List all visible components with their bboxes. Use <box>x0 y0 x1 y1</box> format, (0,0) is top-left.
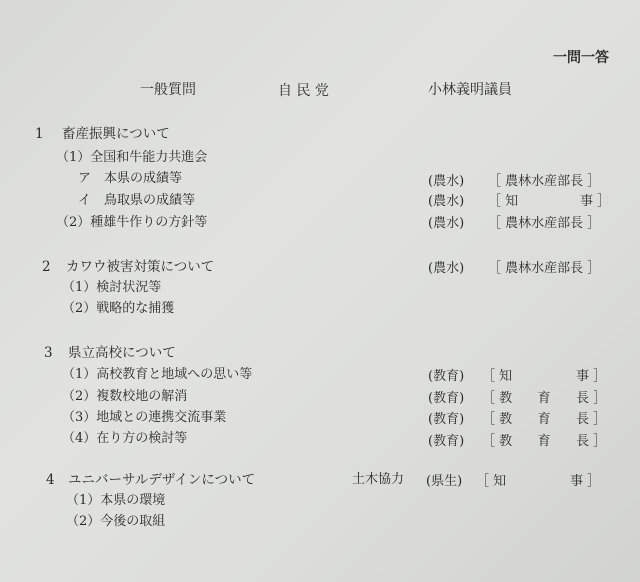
section-1-item-3-responder: ［ 知 事 ］ <box>488 194 611 209</box>
section-1-item-2-dept: (農水) <box>428 174 465 189</box>
section-3-item-1: （1）高校教育と地域への思い等 <box>62 367 253 382</box>
section-1-number: 1 <box>35 126 44 142</box>
section-4-number: 4 <box>46 472 55 488</box>
section-3-item-2: （2）複数校地の解消 <box>62 389 188 404</box>
header-member: 小林義明議員 <box>428 82 512 98</box>
section-3-title: 県立高校について <box>68 345 176 361</box>
section-4-cooperation: 土木協力 <box>352 472 405 487</box>
section-4-responder: ［ 知 事 ］ <box>476 474 601 489</box>
section-1-item-2: ア 本県の成績等 <box>78 171 183 186</box>
section-2-item-1: （1）検討状況等 <box>62 280 162 295</box>
section-2-responder: ［ 農林水産部長 ］ <box>488 261 601 276</box>
section-4-item-1: （1）本県の環境 <box>66 493 166 508</box>
section-3-item-3-dept: (教育) <box>428 412 465 427</box>
section-3-item-3: （3）地域との連携交流事業 <box>62 410 227 425</box>
corner-label: 一問一答 <box>553 50 609 66</box>
section-3-item-4: （4）在り方の検討等 <box>62 431 188 446</box>
section-2-item-2: （2）戦略的な捕獲 <box>62 301 175 316</box>
section-3-item-4-dept: (教育) <box>428 434 465 449</box>
section-1-item-3-dept: (農水) <box>428 194 465 209</box>
section-1-title: 畜産振興について <box>62 126 170 142</box>
header-party: 自 民 党 <box>278 83 329 99</box>
section-3-item-3-responder: ［ 教 育 長 ］ <box>482 412 607 427</box>
section-3-item-2-dept: (教育) <box>428 391 465 406</box>
section-1-item-4: （2）種雄牛作りの方針等 <box>56 215 208 230</box>
section-3-item-1-dept: (教育) <box>428 369 465 384</box>
section-4-dept: (県生) <box>426 474 463 489</box>
section-2-title: カワウ被害対策について <box>66 259 215 275</box>
header-category: 一般質問 <box>140 82 196 98</box>
section-4-item-2: （2）今後の取組 <box>66 514 166 529</box>
section-1-item-3: イ 鳥取県の成績等 <box>78 193 196 208</box>
section-3-item-1-responder: ［ 知 事 ］ <box>482 369 607 384</box>
section-2-dept: (農水) <box>428 261 465 276</box>
section-3-item-2-responder: ［ 教 育 長 ］ <box>482 391 607 406</box>
section-1-item-4-responder: ［ 農林水産部長 ］ <box>488 216 601 231</box>
section-1-item-2-responder: ［ 農林水産部長 ］ <box>488 174 601 189</box>
section-1-item-4-dept: (農水) <box>428 216 465 231</box>
section-4-title: ユニバーサルデザインについて <box>68 472 256 488</box>
section-3-number: 3 <box>44 345 53 361</box>
section-3-item-4-responder: ［ 教 育 長 ］ <box>482 434 607 449</box>
section-2-number: 2 <box>42 259 51 275</box>
section-1-item-1: （1）全国和牛能力共進会 <box>56 150 208 165</box>
